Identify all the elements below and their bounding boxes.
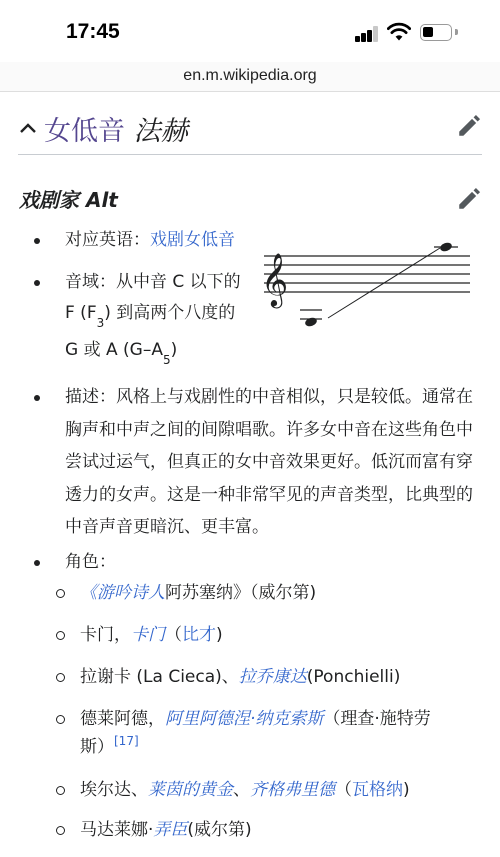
range-line-3: G 或 A $(G-A_5)$ xyxy=(65,340,178,367)
role-link[interactable]: 比才 xyxy=(182,625,216,645)
role-item-4-cont: 斯）[17] xyxy=(80,734,139,757)
equivalent-line xyxy=(65,224,235,257)
list-bullet xyxy=(56,631,65,640)
list-bullet xyxy=(56,673,65,682)
subsection-title: 戏剧家 Alt xyxy=(19,188,118,212)
role-link[interactable]: 瓦格纳 xyxy=(352,780,403,800)
role-item-5: 埃尔达、莱茵的黄金、齐格弗里德（瓦格纳) xyxy=(80,780,410,800)
signal-icon xyxy=(355,26,379,42)
section-header[interactable] xyxy=(18,105,482,155)
section-title-italic: 法赫 xyxy=(133,116,188,147)
role-link[interactable]: 莱茵的黄金 xyxy=(148,780,233,800)
url-bar[interactable] xyxy=(0,62,500,92)
range-line-2: F $(F_3)$ 到高两个八度的 xyxy=(65,303,236,330)
bullet xyxy=(34,238,40,244)
equivalent-label: 对应英语： xyxy=(65,230,150,250)
range-line-1: 音域：从中音 C 以下的 xyxy=(65,272,241,292)
high-note xyxy=(439,241,453,253)
bullet xyxy=(34,560,40,566)
list-bullet xyxy=(56,715,65,724)
role-link[interactable]: 弄臣 xyxy=(153,820,188,840)
treble-clef-icon: 𝄞 xyxy=(261,252,289,306)
chevron-up-icon[interactable] xyxy=(18,118,38,138)
role-item-6: 马达莱娜·弄臣(威尔第) xyxy=(80,820,252,840)
status-time: 17:45 xyxy=(66,20,120,43)
role-item-2: 卡门，卡门（比才) xyxy=(80,625,223,645)
vocal-range-staff xyxy=(258,236,474,336)
url-domain: en.m.wikipedia.org xyxy=(183,67,317,84)
pencil-icon[interactable] xyxy=(456,186,482,212)
status-bar xyxy=(0,0,500,62)
low-note xyxy=(304,316,318,328)
battery-icon xyxy=(420,24,452,41)
role-link[interactable]: 卡门 xyxy=(131,625,165,645)
bullet xyxy=(34,395,40,401)
section-title-text: 女低音 xyxy=(44,116,125,147)
role-item-3: 拉谢卡 (La Cieca)、拉乔康达(Ponchielli) xyxy=(80,667,401,687)
list-bullet xyxy=(56,786,65,795)
role-link[interactable]: 《游吟诗人 xyxy=(80,583,165,603)
role-item-1: 《游吟诗人阿苏塞纳》（威尔第) xyxy=(80,583,317,603)
pencil-icon[interactable] xyxy=(456,113,482,139)
list-bullet xyxy=(56,826,65,835)
list-bullet xyxy=(56,589,65,598)
description-text: 描述：风格上与戏剧性的中音相似，只是较低。通常在胸声和中声之间的间隙唱歌。许多女中音在这些角色中尝试过运气，但真正的女中音效果更好。低沉而富有穿透力的女声。这是一种非常罕见的声音类型，比典型的中音声音更暗沉、更丰富。 xyxy=(65,387,473,537)
role-link[interactable]: 拉乔康达 xyxy=(238,667,307,687)
role-link[interactable]: 阿里阿德涅·纳克索斯 xyxy=(165,709,324,729)
role-item-4: 德莱阿德，阿里阿德涅·纳克索斯（理查·施特劳 xyxy=(80,709,431,729)
role-link[interactable]: 齐格弗里德 xyxy=(250,780,335,800)
roles-label: 角色： xyxy=(65,552,116,572)
wifi-icon xyxy=(387,22,411,42)
equivalent-link[interactable]: 戏剧女低音 xyxy=(150,230,235,250)
citation-link[interactable]: [17] xyxy=(114,734,139,748)
section-title xyxy=(44,109,188,148)
bullet xyxy=(34,280,40,286)
